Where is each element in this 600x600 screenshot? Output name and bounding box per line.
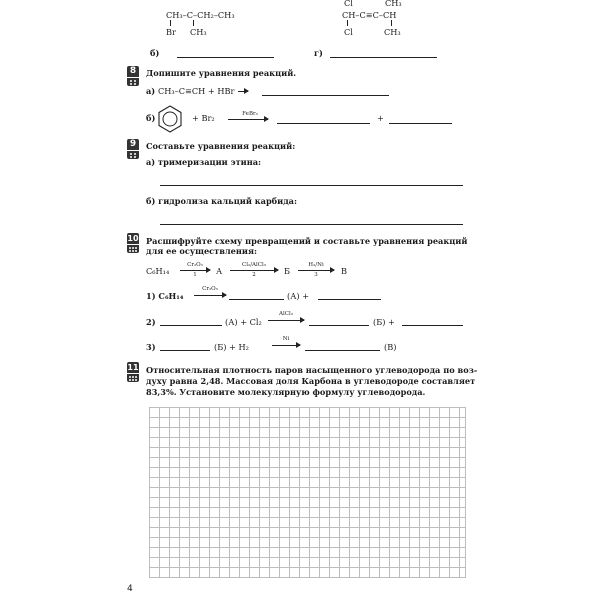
reaction-arrow [230,270,278,271]
eq3-label: 3) [146,342,156,352]
task10-title-line2: для ее осуществления: [146,246,258,256]
scheme-arrow3-top: H₂/Ni [308,262,324,268]
scheme-start: C₆H₁₄ [146,266,170,276]
reaction-arrow [180,270,210,271]
eq2-catalyst: AlCl₃ [279,311,293,317]
formula-left-sub-2: CH₃ [190,27,207,37]
answer-line[interactable] [305,350,380,351]
answer-grid[interactable] [149,407,466,578]
task8-a-label: а) [146,86,156,96]
scheme-node-b: Б [284,266,291,276]
task-badge-9: 9 [127,139,139,159]
reaction-arrow [194,295,226,296]
answer-line[interactable] [309,325,369,326]
eq3-end: (В) [384,342,397,352]
task-badge-8: 8 [127,66,139,86]
scheme-arrow2-top: Cl₂/AlCl₃ [242,262,266,268]
eq1-catalyst: Cr₂O₃ [202,286,218,292]
catalyst-label: FeBr₃ [242,111,258,117]
benzene-ring-icon [156,104,184,134]
task-badge-11: 11 [127,362,139,382]
reaction-arrow [272,345,300,346]
task9-a-label: а) тримеризации этина: [146,157,262,167]
scheme-node-a: А [216,266,223,276]
bond-line [391,20,393,26]
row-b-label: б) [150,48,160,58]
answer-line[interactable] [389,123,452,124]
task8-title: Допишите уравнения реакций. [146,68,297,78]
task11-line1: Относительная плотность паров насыщенного углеводорода по воз- [146,365,478,375]
answer-line[interactable] [160,185,463,186]
task11-line2: духу равна 2,48. Массовая доля Карбона в углеводороде составляет [146,376,476,386]
eq1-label: 1) C₆H₁₄ [146,291,184,301]
answer-line[interactable] [277,123,370,124]
scheme-arrow3-bottom: 3 [314,272,318,278]
formula-right-top-1: Cl [344,0,353,8]
formula-left-main: CH₃–C–CH₂–CH₃ [166,10,235,20]
scheme-arrow1-bottom: 1 [193,272,197,278]
reaction-arrow [228,119,268,120]
answer-line[interactable] [318,299,381,300]
task-badge-10: 10 [127,233,139,253]
bond-line [170,20,172,26]
scheme-arrow2-bottom: 2 [252,272,256,278]
reaction-arrow [298,270,334,271]
answer-line[interactable] [330,57,437,58]
eq2-mid: (А) + Cl₂ [225,317,262,327]
formula-right-main: CH–C≡C–CH [342,10,397,20]
task10-title-line1: Расшифруйте схему превращений и составьте уравнения реакций [146,236,468,246]
row-g-label: г) [314,48,323,58]
task8-b-plus: + Br₂ [192,113,215,123]
answer-line[interactable] [160,325,222,326]
answer-line[interactable] [177,57,274,58]
eq1-mid: (А) + [287,291,310,301]
reaction-arrow [238,91,248,92]
formula-right-top-2: CH₃ [385,0,402,8]
task8-a-equation: CH₃–C≡CH + HBr [158,86,235,96]
scheme-arrow1-top: Cr₂O₃ [187,262,203,268]
bond-line [347,20,349,26]
answer-line[interactable] [229,299,284,300]
task9-b-label: б) гидролиза кальций карбида: [146,196,297,206]
answer-line[interactable] [160,350,210,351]
formula-right-sub-2: CH₃ [384,27,401,37]
eq3-catalyst: Ni [282,336,290,342]
eq2-label: 2) [146,317,156,327]
task9-title: Составьте уравнения реакций: [146,141,296,151]
task8-b-plus2: + [377,113,384,123]
answer-line[interactable] [402,325,463,326]
reaction-arrow [268,320,304,321]
eq2-end: (Б) + [373,317,395,327]
answer-line[interactable] [262,95,389,96]
task8-b-label: б) [146,113,156,123]
eq3-mid: (Б) + H₂ [214,342,249,352]
answer-line[interactable] [160,224,463,225]
task11-line3: 83,3%. Установите молекулярную формулу углеводорода. [146,387,426,397]
formula-right-sub-1: Cl [344,27,353,37]
page-number: 4 [127,584,133,594]
formula-left-sub-1: Br [166,27,176,37]
bond-line [193,20,195,26]
scheme-node-v: В [341,266,348,276]
